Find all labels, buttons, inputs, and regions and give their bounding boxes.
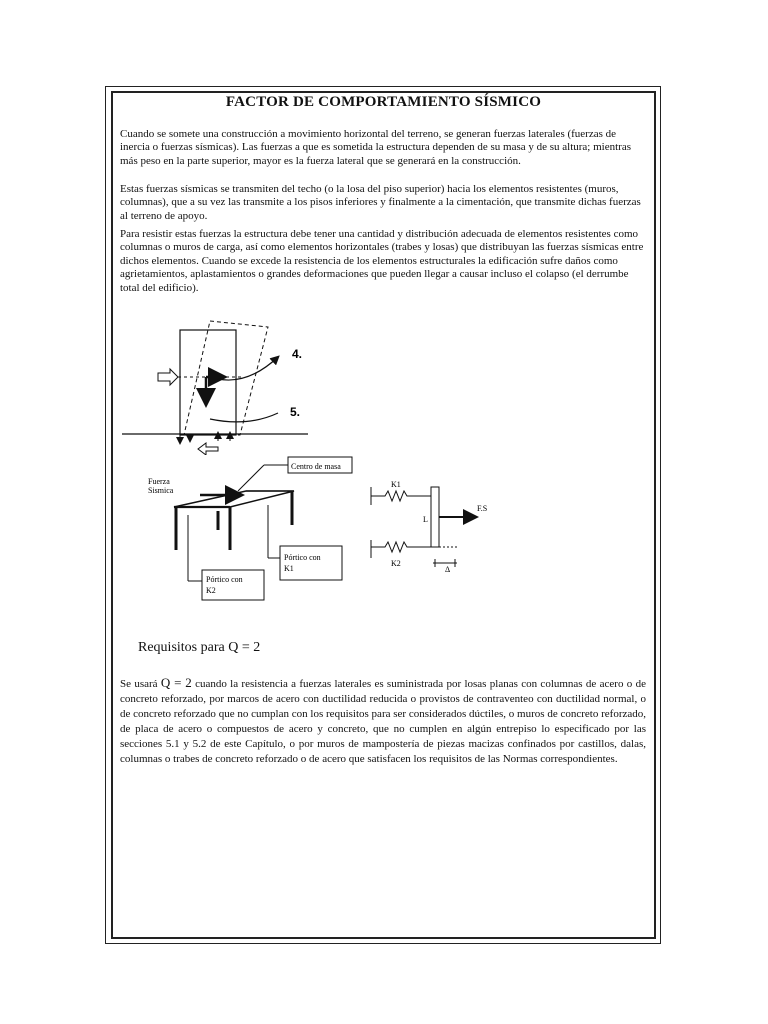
lateral-force-arrow (158, 369, 178, 385)
document-title: FACTOR DE COMPORTAMIENTO SÍSMICO (225, 94, 542, 110)
fuerza-label-2: Sismica (148, 486, 174, 495)
q-equation: Q = 2 (160, 675, 192, 690)
spring-k2 (371, 542, 431, 552)
portico-k1-label-1: Pórtico con (284, 553, 321, 562)
portico-k2-label-2: K2 (206, 586, 216, 595)
delta-label: Δ (445, 565, 451, 574)
k1-label: K1 (391, 480, 401, 489)
portico-k2-label-1: Pórtico con (206, 575, 243, 584)
label-4: 4. (292, 347, 303, 361)
spring-k1 (371, 491, 431, 501)
portico-k1-label-2: K1 (284, 564, 294, 573)
centro-masa-label: Centro de masa (291, 462, 341, 471)
mass-element (431, 487, 439, 547)
label-5: 5. (290, 405, 301, 419)
portico-k1-box (280, 546, 342, 580)
requisitos-heading: Requisitos para Q = 2 (138, 640, 261, 655)
slab (174, 491, 294, 507)
frame-system-figure (138, 455, 363, 605)
requisitos-paragraph (120, 675, 646, 767)
fuerza-label-1: Fuerza (148, 477, 170, 486)
body-prefix: Se usará (120, 678, 161, 690)
paragraph-2: Estas fuerzas sísmicas se transmiten del techo (o la losa del piso superior) hacia los elementos resistentes (muros, columnas), que a su vez las transmite a los pisos inferiores y finalmente a la cimentación, que transmite dichas fuerzas al terreno de apoyo. (120, 183, 641, 222)
paragraph-1: Cuando se somete una construcción a movimiento horizontal del terreno, se generan fuerzas laterales (fuerzas de inercia o fuerzas sísmicas). Las fuerzas a que es sometida la estructura dependen de su masa y de su altura; mientras más peso en la parte superior, mayor es la fuerza lateral que se generará en la construcción. (120, 128, 631, 167)
building-outline (180, 330, 236, 435)
deformed-building (184, 321, 268, 435)
building-deformation-figure (118, 315, 318, 455)
paragraph-3: Para resistir estas fuerzas la estructura debe tener una cantidad y distribución adecuada de elementos resistentes como columnas o muros de carga, así como elementos horizontales (trabes y losas) que distribuyan las fuerzas sísmicas entre dichos elementos. Cuando se excede la resistencia de los elementos estructurales la edificación sufre daños como agrietamientos, aplastamientos o grandes deformaciones que pueden llegar a causar incluso el colapso (el derrumbe total del edificio). (120, 228, 644, 294)
k2-label: K2 (391, 559, 401, 568)
spring-model-figure (365, 475, 505, 580)
l-label: L (423, 515, 428, 524)
fs-label: F.S (477, 504, 488, 513)
body-rest: cuando la resistencia a fuerzas laterales es suministrada por losas planas con columnas de acero o de concreto reforzado, por marcos de acero con ductilidad reducida o provistos de contraventeo con ductilidad normal, o de concreto reforzado que no cumplan con los requisitos para ser considerados dúctiles, o muros de concreto reforzado, de placa de acero o compuestos de acero y concreto, que no cumplen en algún entrepiso lo especificado por las secciones 5.1 y 5.2 de este Capítulo, o por muros de mampostería de piezas macizas confinados por castillos, dalas, columnas o trabes de concreto reforzado o de acero que satisfacen los requisitos de las Normas correspondientes. (120, 678, 646, 765)
